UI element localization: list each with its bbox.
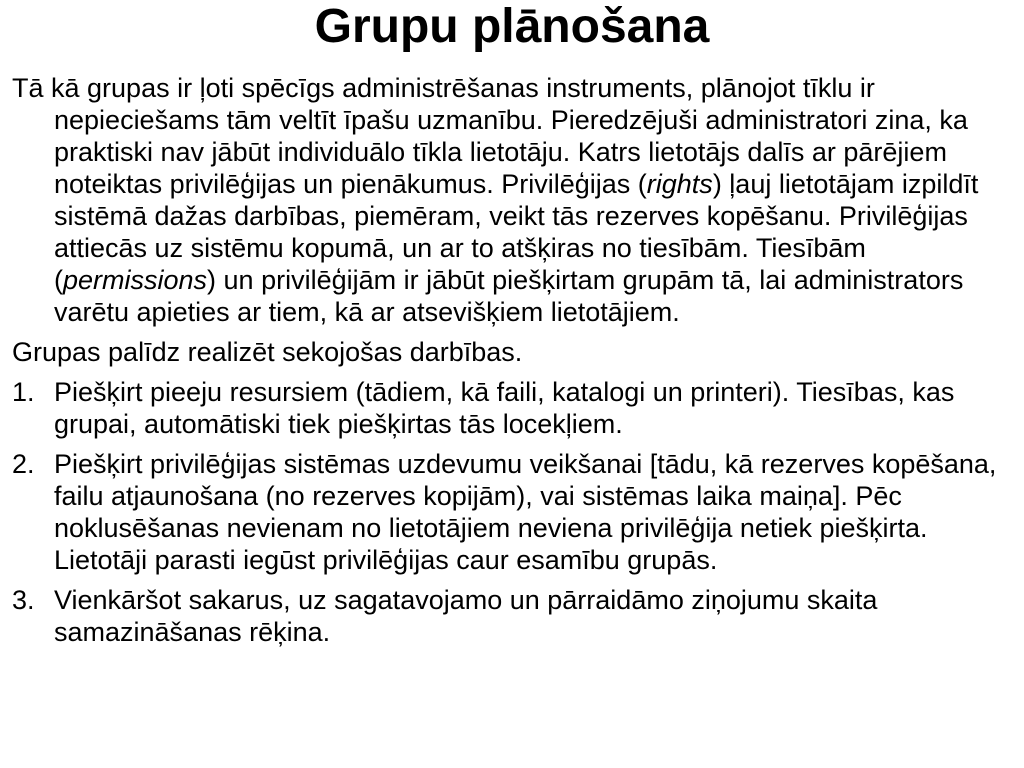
list-item-number: 3. <box>12 585 35 615</box>
list-item-number: 2. <box>12 449 35 479</box>
intro-text-part-1: Tā kā grupas ir ļoti spēcīgs administrēšanas instruments, plānojot tīklu ir nepieciešams tām veltīt īpašu uzmanību. Pieredzējuši administratori zina, ka praktiski nav jābūt individuālo tīkla lietotāju. Katrs lietotājs dalīs ar pārējiem noteiktas privilēģijas un pienākumus. Privilēģijas ( <box>12 73 968 199</box>
list-item-text: Vienkāršot sakarus, uz sagatavojamo un pārraidāmo ziņojumu skaita samazināšanas rēķina. <box>54 585 878 647</box>
slide-title: Grupu plānošana <box>314 0 710 53</box>
intro-text-part-3: ) un privilēģijām ir jābūt piešķirtam grupām tā, lai administrators varētu apieties ar tiem, kā ar atsevišķiem lietotājiem. <box>54 265 964 327</box>
list-item-number: 1. <box>12 377 35 407</box>
list-item-text: Piešķirt pieeju resursiem (tādiem, kā faili, katalogi un printeri). Tiesības, kas grupai, automātiski tiek piešķirtas tās locekļiem. <box>54 377 955 439</box>
intro-term-permissions: permissions <box>63 265 208 295</box>
list-item <box>12 376 1012 440</box>
slide-body <box>12 72 1012 656</box>
list-item <box>12 584 1012 648</box>
intro-text-part-2: ) ļauj lietotājam izpildīt sistēmā dažas darbības, piemēram, veikt tās rezerves kopēšanu. Privilēģijas attiecās uz sistēmu kopumā, un ar to atšķiras no tiesībām. Tiesībām ( <box>54 169 979 295</box>
numbered-list <box>12 376 1012 648</box>
intro-term-rights: rights <box>646 169 713 199</box>
intro-paragraph <box>12 72 1012 328</box>
lead-paragraph: Grupas palīdz realizēt sekojošas darbības. <box>12 337 523 367</box>
list-item <box>12 448 1012 576</box>
list-item-text: Piešķirt privilēģijas sistēmas uzdevumu veikšanai [tādu, kā rezerves kopēšana, failu atjaunošana (no rezerves kopijām), vai sistēmas laika maiņa]. Pēc noklusēšanas nevienam no lietotājiem neviena privilēģija netiek piešķirta. Lietotāji parasti iegūst privilēģijas caur esamību grupās. <box>54 449 997 575</box>
